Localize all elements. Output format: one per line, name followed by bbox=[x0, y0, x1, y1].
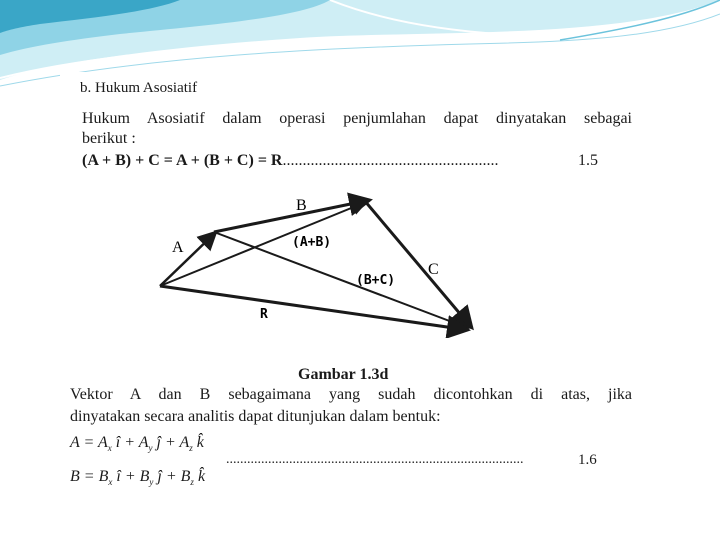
paragraph-2-line-1: Vektor A dan B sebagaimana yang sudah dicontohkan di atas, jika bbox=[70, 386, 632, 403]
unit-vector-k: k̂ bbox=[192, 434, 204, 451]
label-B: B bbox=[296, 197, 307, 214]
vector-B bbox=[214, 200, 370, 232]
equation-vector-B: $B = B_x$ î + $B_y$ ĵ + $B_z$ k̂ bbox=[70, 468, 206, 488]
equation-A-component-z: A bbox=[179, 434, 190, 451]
subscript-y: y bbox=[149, 477, 154, 488]
subscript-x: x bbox=[107, 443, 112, 454]
subscript-z: z bbox=[189, 443, 193, 454]
vector-R bbox=[160, 286, 468, 330]
equation-1-5-leader: ...................................................... bbox=[282, 152, 499, 169]
equation-1-5-text: (A + B) + C = A + (B + C) = R bbox=[82, 152, 283, 169]
paragraph-1-line-2: berikut : bbox=[82, 130, 136, 147]
equation-A-component-y: A bbox=[138, 434, 149, 451]
figure-caption: Gambar 1.3d bbox=[298, 366, 389, 383]
label-A-plus-B: (A+B) bbox=[292, 235, 332, 250]
label-R: R bbox=[260, 307, 268, 322]
unit-vector-j: ĵ bbox=[153, 468, 162, 485]
label-B-plus-C: (B+C) bbox=[356, 273, 396, 288]
equation-1-5-number: 1.5 bbox=[578, 152, 598, 169]
unit-vector-j: ĵ bbox=[152, 434, 161, 451]
equation-B-component-x: B bbox=[98, 468, 109, 485]
label-C: C bbox=[428, 261, 439, 278]
equation-vector-A: $A = A_x$ î + $A_y$ ĵ + $A_z$ k̂ bbox=[70, 434, 204, 454]
equation-1-6-leader: ..................................................................................... bbox=[226, 452, 524, 467]
equation-B-component-y: B bbox=[139, 468, 150, 485]
vector-A bbox=[160, 232, 216, 286]
equation-A-lhs: A bbox=[70, 434, 80, 451]
equation-B-lhs: B bbox=[70, 468, 80, 485]
equation-B-component-z: B bbox=[180, 468, 191, 485]
vector-A-plus-B bbox=[160, 202, 366, 286]
subscript-x: x bbox=[108, 477, 113, 488]
unit-vector-i: î bbox=[112, 468, 121, 485]
equation-1-5 bbox=[82, 152, 498, 170]
unit-vector-k: k̂ bbox=[193, 468, 206, 485]
label-A: A bbox=[172, 239, 184, 256]
paragraph-1-line-1: Hukum Asosiatif dalam operasi penjumlahan dapat dinyatakan sebagai bbox=[82, 110, 632, 127]
vector-diagram bbox=[150, 188, 490, 338]
subscript-z: z bbox=[190, 477, 194, 488]
equation-1-6-number: 1.6 bbox=[578, 452, 597, 468]
paragraph-2-line-2: dinyatakan secara analitis dapat ditunjukan dalam bentuk: bbox=[70, 408, 441, 425]
equation-A-component-x: A bbox=[98, 434, 108, 451]
subscript-y: y bbox=[148, 443, 153, 454]
section-heading: b. Hukum Asosiatif bbox=[80, 80, 198, 96]
unit-vector-i: î bbox=[111, 434, 121, 451]
